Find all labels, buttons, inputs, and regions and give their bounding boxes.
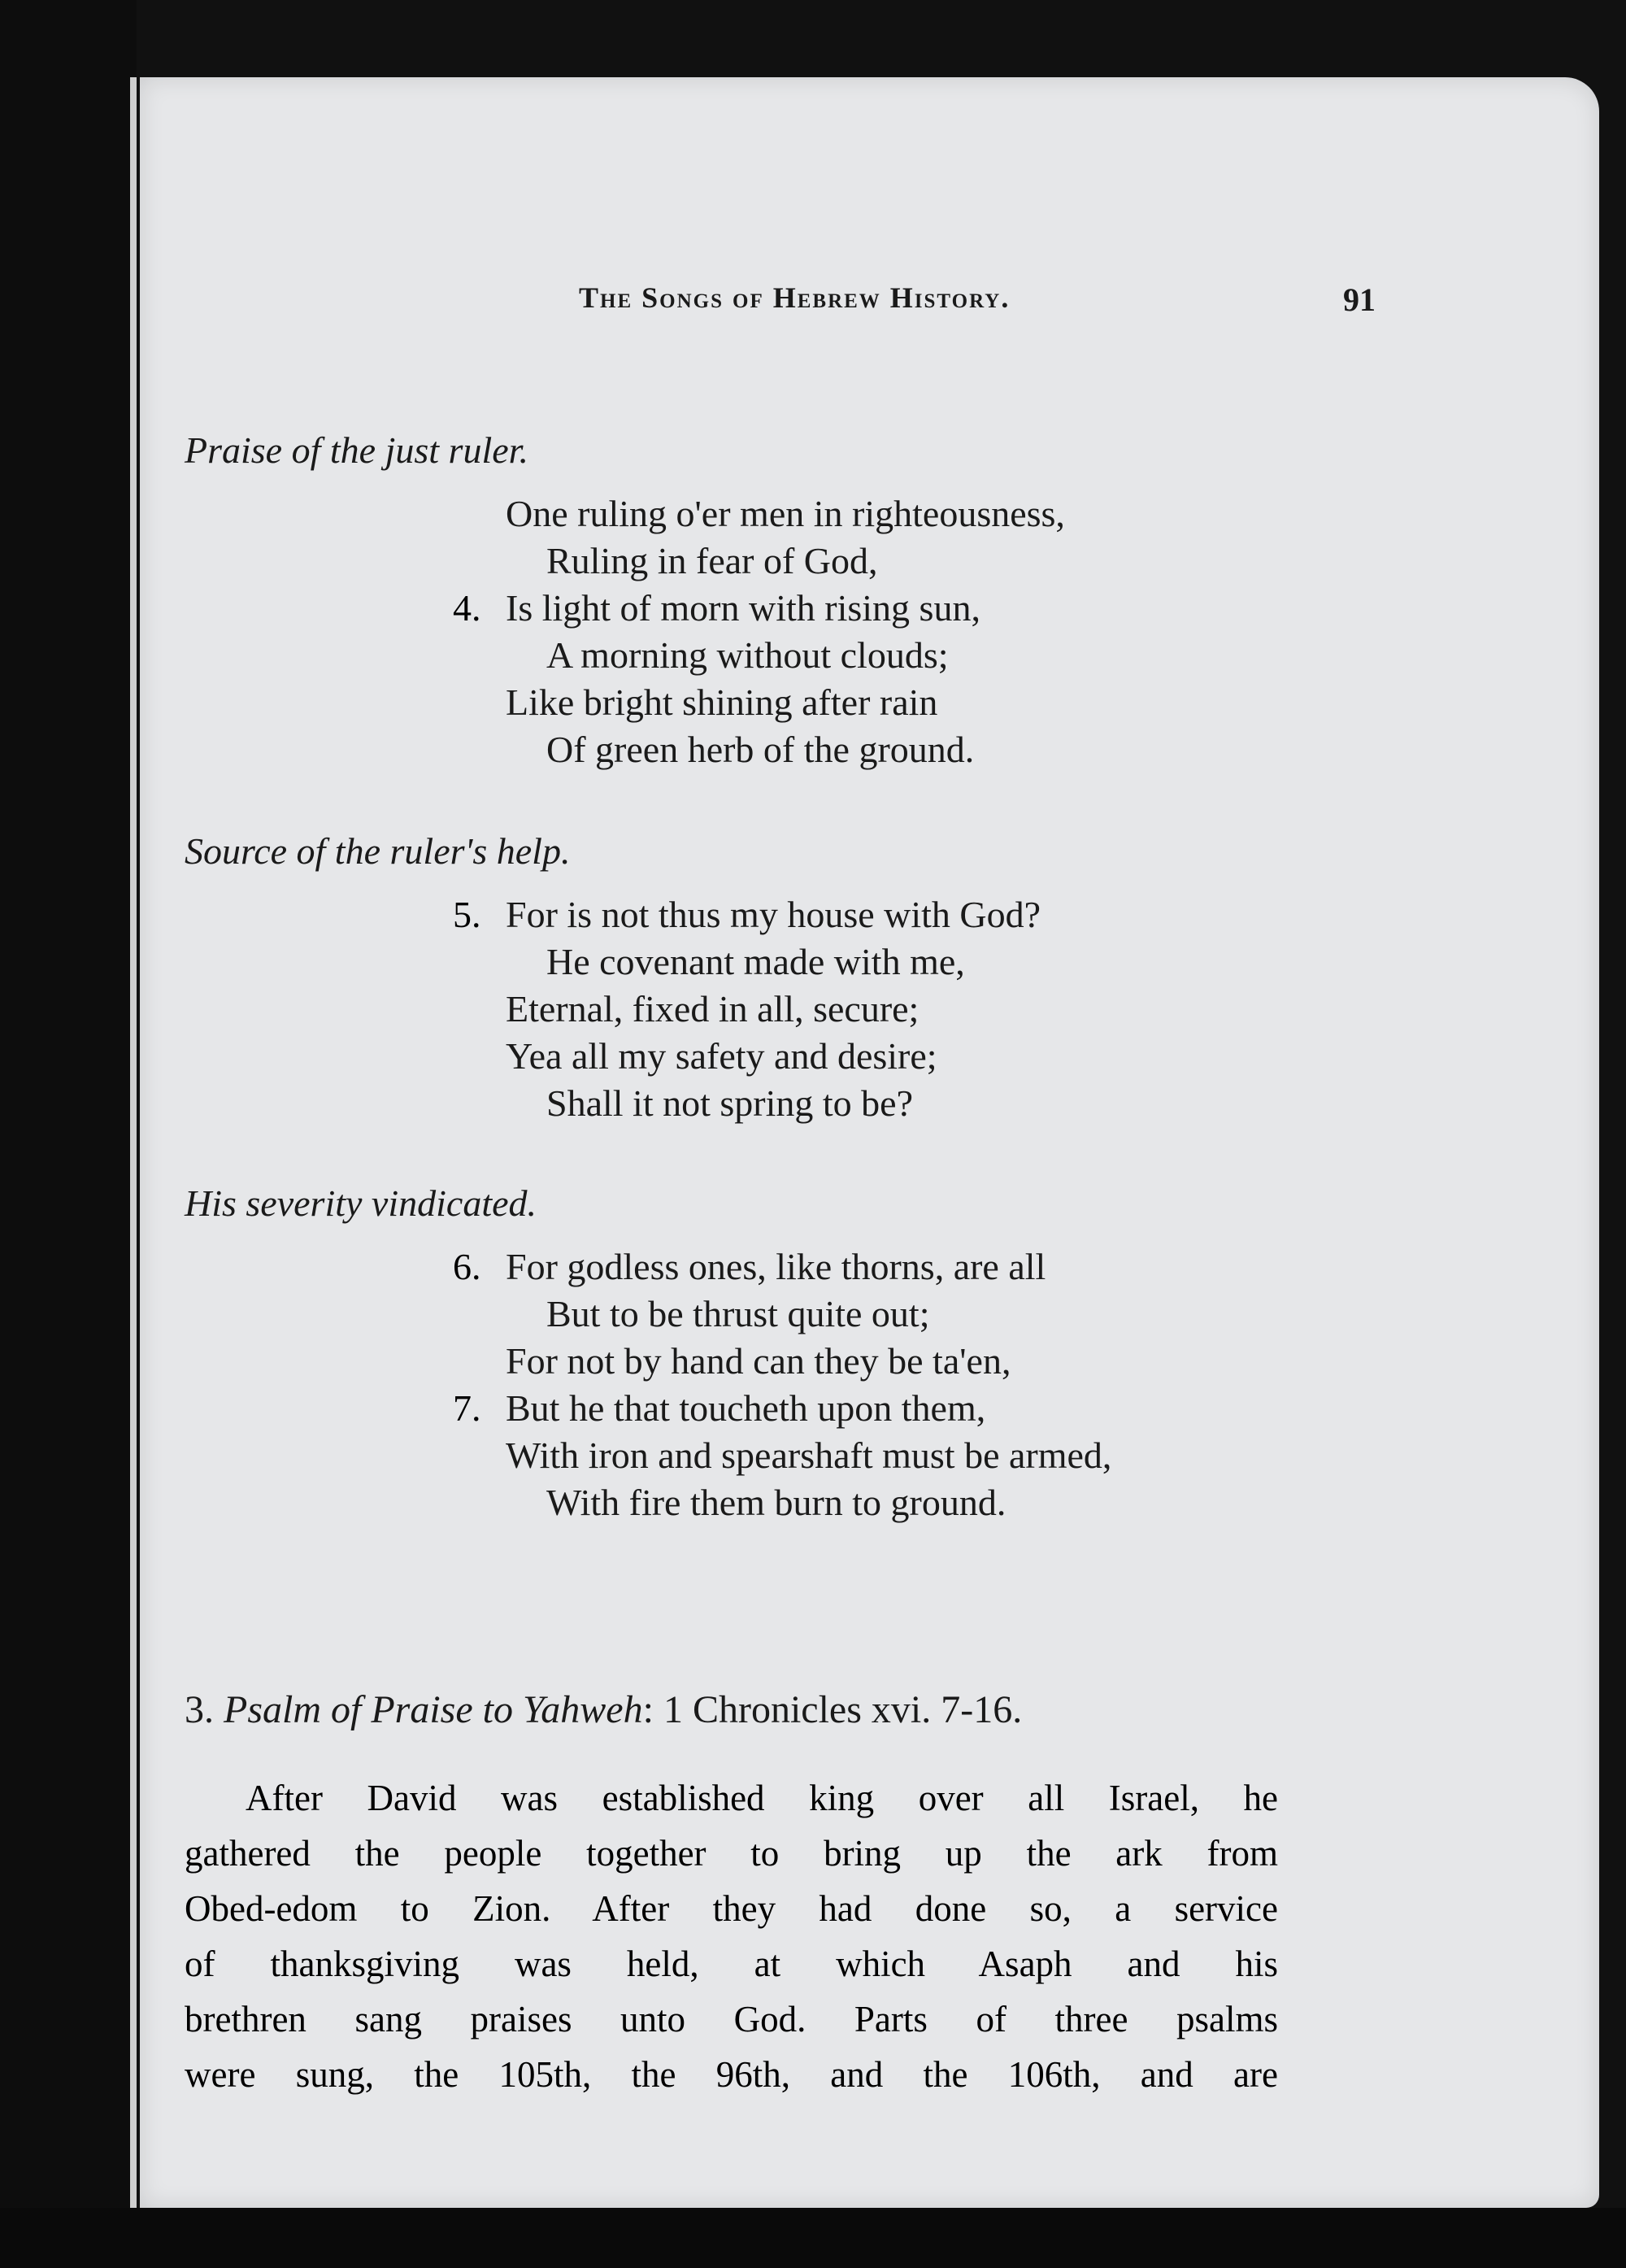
- section-heading-severity: His severity vindicated.: [185, 1182, 537, 1224]
- verse-line: One ruling o'er men in righteousness,: [506, 493, 1065, 534]
- section-title: [185, 1687, 1022, 1732]
- page-number: 91: [1343, 281, 1376, 318]
- paragraph-line: gathered the people together to bring up the ark from: [185, 1833, 1278, 1874]
- paragraph-line: After David was established king over all Israel, he: [246, 1778, 1278, 1818]
- section-number: 3.: [185, 1688, 214, 1731]
- verse-line: A morning without clouds;: [546, 634, 949, 676]
- verse-number: 7.: [453, 1387, 481, 1429]
- verse-line: He covenant made with me,: [546, 941, 965, 982]
- psalm-title: Psalm of Praise to Yahweh: [224, 1688, 643, 1731]
- verse-line: Ruling in fear of God,: [546, 540, 878, 581]
- scan-border-bottom: [0, 2208, 1626, 2268]
- book-page: [140, 77, 1599, 2208]
- verse-line: Of green herb of the ground.: [546, 729, 975, 770]
- section-heading-just-ruler: Praise of the just ruler.: [185, 429, 528, 471]
- scan-border-left: [0, 0, 137, 2268]
- running-head: The Songs of Hebrew History.: [579, 281, 1011, 314]
- verse-line: Eternal, fixed in all, secure;: [506, 988, 920, 1030]
- verse-line: But to be thrust quite out;: [546, 1293, 930, 1334]
- page-edge-rule: [130, 77, 137, 2208]
- verse-number: 5.: [453, 894, 481, 935]
- verse-line: For is not thus my house with God?: [506, 894, 1041, 935]
- verse-number: 4.: [453, 587, 481, 629]
- verse-line: Like bright shining after rain: [506, 681, 938, 723]
- paragraph-line: brethren sang praises unto God. Parts of three psalms: [185, 1999, 1278, 2039]
- paragraph-line: were sung, the 105th, the 96th, and the 106th, and are: [185, 2054, 1278, 2095]
- verse-line: Yea all my safety and desire;: [506, 1035, 937, 1077]
- verse-line: With fire them burn to ground.: [546, 1482, 1006, 1523]
- verse-number: 6.: [453, 1246, 481, 1287]
- chronicles-reference: : 1 Chronicles xvi. 7-16.: [642, 1688, 1023, 1731]
- verse-line: Shall it not spring to be?: [546, 1082, 914, 1124]
- verse-line: For godless ones, like thorns, are all: [506, 1246, 1046, 1287]
- section-heading-ruler-help: Source of the ruler's help.: [185, 830, 571, 872]
- verse-line: With iron and spearshaft must be armed,: [506, 1434, 1112, 1476]
- verse-line: For not by hand can they be ta'en,: [506, 1340, 1011, 1382]
- verse-line: But he that toucheth upon them,: [506, 1387, 986, 1429]
- paragraph-line: Obed-edom to Zion. After they had done so, a service: [185, 1888, 1278, 1929]
- paragraph-line: of thanksgiving was held, at which Asaph and his: [185, 1944, 1278, 1984]
- verse-line: Is light of morn with rising sun,: [506, 587, 980, 629]
